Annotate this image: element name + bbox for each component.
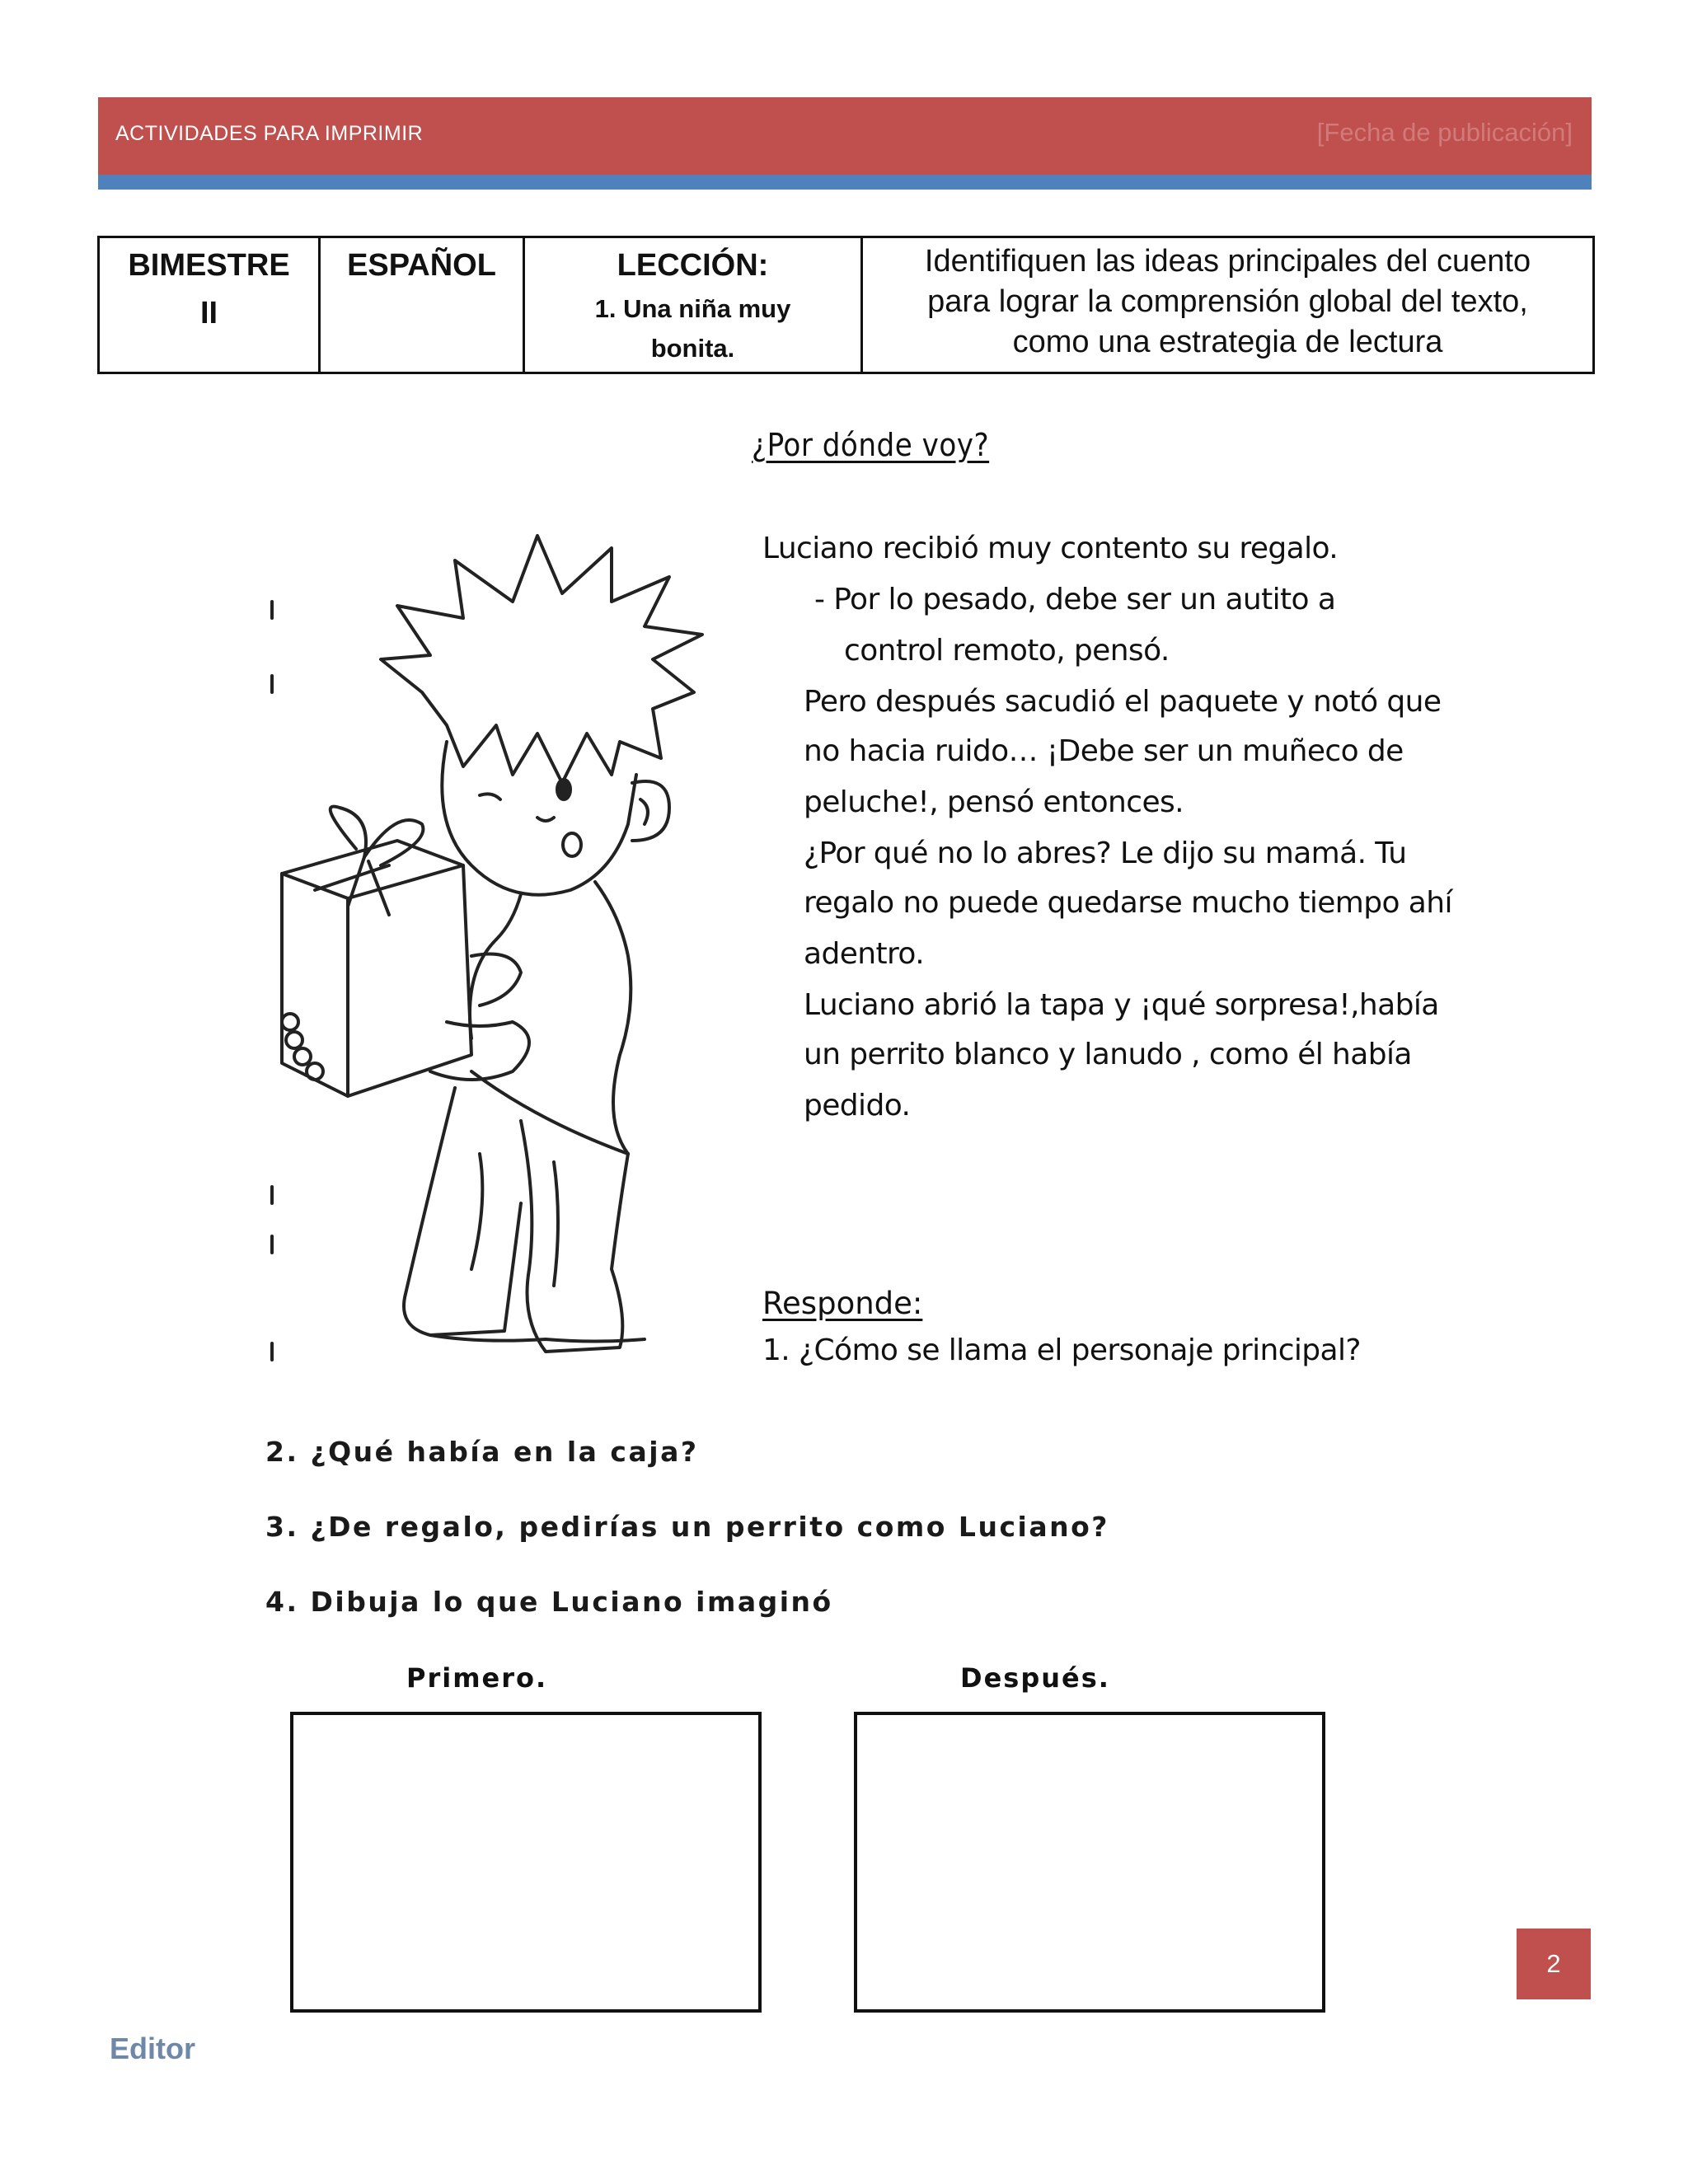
publication-date-placeholder: [Fecha de publicación] [1316,118,1573,147]
lesson-cell [524,237,862,373]
question-1: 1. ¿Cómo se llama el personaje principal? [762,1333,1361,1367]
story-line: ¿Por qué no lo abres? Le dijo su mamá. Tu [804,837,1407,870]
story-line: - Por lo pesado, debe ser un autito a [814,583,1336,616]
subject-label: ESPAÑOL [347,248,496,283]
bimestre-cell [99,237,320,373]
story-line: regalo no puede quedarse mucho tiempo ahí [804,886,1452,920]
boy-with-gift-illustration [265,527,760,1393]
respond-heading: Responde: [762,1286,923,1321]
drawing-box-first[interactable] [290,1712,762,2013]
story-line: peluche!, pensó entonces. [804,785,1184,819]
header-title: ACTIVIDADES PARA IMPRIMIR [115,122,424,145]
header-accent-bar [98,175,1592,190]
bimestre-label: BIMESTRE [128,248,290,283]
story-line: pedido. [804,1089,911,1122]
story-line: Pero después sacudió el paquete y notó que [804,685,1442,719]
page-number-badge [1517,1929,1591,1999]
story-line: Luciano recibió muy contento su regalo. [762,532,1339,565]
story-line: Luciano abrió la tapa y ¡qué sorpresa!,había [804,988,1439,1022]
drawing-box-after[interactable] [854,1712,1325,2013]
objective-line: para lograr la comprensión global del texto, [927,284,1528,319]
story-line: control remoto, pensó. [844,634,1170,668]
objective-cell [862,237,1594,373]
first-box-label: Primero. [406,1662,548,1694]
objective-line: como una estrategia de lectura [1012,325,1443,359]
story-line: adentro. [804,937,925,971]
question-2: 2. ¿Qué había en la caja? [265,1436,699,1468]
section-title: ¿Por dónde voy? [752,427,990,463]
after-box-label: Después. [960,1662,1110,1694]
lesson-name-line2: bonita. [650,334,735,363]
objective-line: Identifiquen las ideas principales del cuento [924,244,1531,279]
question-3: 3. ¿De regalo, pedirías un perrito como Luciano? [265,1511,1109,1543]
subject-cell [320,237,524,373]
bimestre-value: II [199,296,218,330]
lesson-label: LECCIÓN: [617,248,769,283]
lesson-name-line1: 1. Una niña muy [594,294,791,323]
page-number: 2 [1546,1949,1561,1978]
story-line: no hacia ruido… ¡Debe ser un muñeco de [804,734,1404,768]
lesson-info-table [97,236,1595,374]
question-4: 4. Dibuja lo que Luciano imaginó [265,1586,833,1618]
editor-watermark: Editor [110,2032,195,2065]
story-line: un perrito blanco y lanudo , como él había [804,1038,1412,1071]
